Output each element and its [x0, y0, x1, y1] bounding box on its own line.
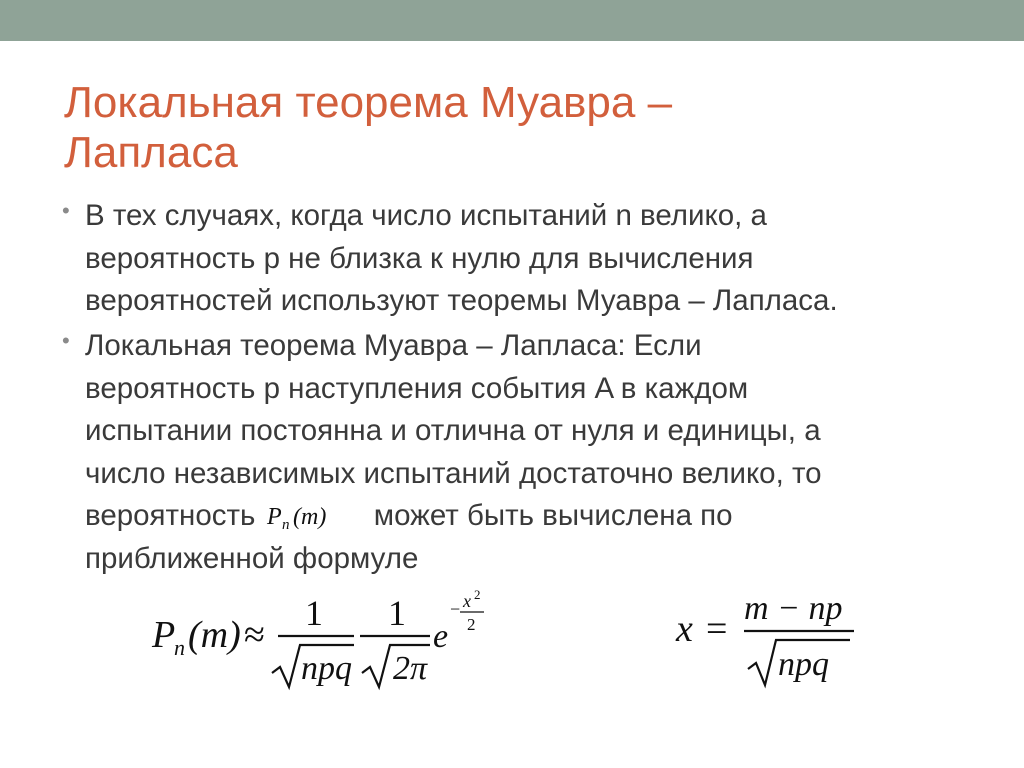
title-line-2: Лапласа	[64, 128, 238, 177]
paragraph-2-line-4: число независимых испытаний достаточно велико, то	[85, 456, 822, 490]
x-numerator: m − np	[744, 590, 843, 627]
formula-sub-n: n	[174, 635, 185, 660]
formula-arg: (m)	[188, 614, 241, 656]
formula-p: P	[152, 614, 176, 656]
paragraph-1-line-2: вероятность p не близка к нулю для вычисления	[85, 241, 754, 275]
title-line-1: Локальная теорема Муавра –	[64, 78, 673, 127]
formula-approx: ≈	[244, 614, 265, 656]
paragraph-2-line-5-end: может быть вычислена по	[373, 499, 733, 532]
formula-x-definition	[672, 585, 857, 690]
paragraph-2-line-6: приближенной формуле	[85, 541, 419, 575]
fraction-2-denominator: 2π	[393, 650, 428, 687]
fraction-1-denominator: npq	[301, 650, 352, 687]
fraction-1-numerator: 1	[305, 593, 323, 633]
x-denominator: npq	[778, 646, 829, 683]
paragraph-2-line-2: вероятность p наступления события A в каждом	[85, 371, 749, 405]
paragraph-2-line-5-start: вероятность	[85, 499, 256, 532]
inline-arg: (m)	[292, 504, 326, 531]
paragraph-1-line-1: В тех случаях, когда число испытаний n велико, а	[85, 199, 767, 232]
paragraph-1-line-3: вероятностей используют теоремы Муавра – Лапласа.	[85, 284, 838, 317]
inline-sub-n: n	[281, 517, 290, 533]
inline-p: P	[266, 504, 282, 531]
x-variable: x	[676, 608, 693, 650]
paragraph-1	[85, 195, 985, 323]
formula-local-theorem	[150, 583, 510, 693]
exponent-minus: −	[450, 599, 461, 619]
exponent-denominator: 2	[467, 615, 476, 634]
exponent-x: x	[463, 591, 471, 611]
formula-e: e	[433, 618, 449, 655]
exponent-power: 2	[474, 587, 481, 602]
bullet-marker-1: •	[62, 198, 70, 223]
fraction-2-numerator: 1	[388, 593, 406, 633]
paragraph-2-line-1: Локальная теорема Муавра – Лапласа: Если	[85, 329, 702, 362]
top-decor-bar	[0, 0, 1024, 41]
inline-formula-pn-m	[265, 502, 365, 532]
paragraph-2	[85, 325, 985, 580]
x-equals: =	[706, 608, 728, 650]
slide-title	[64, 78, 964, 178]
bullet-marker-2: •	[62, 328, 70, 353]
paragraph-2-line-3: испытании постоянна и отлична от нуля и единицы, а	[85, 414, 821, 447]
